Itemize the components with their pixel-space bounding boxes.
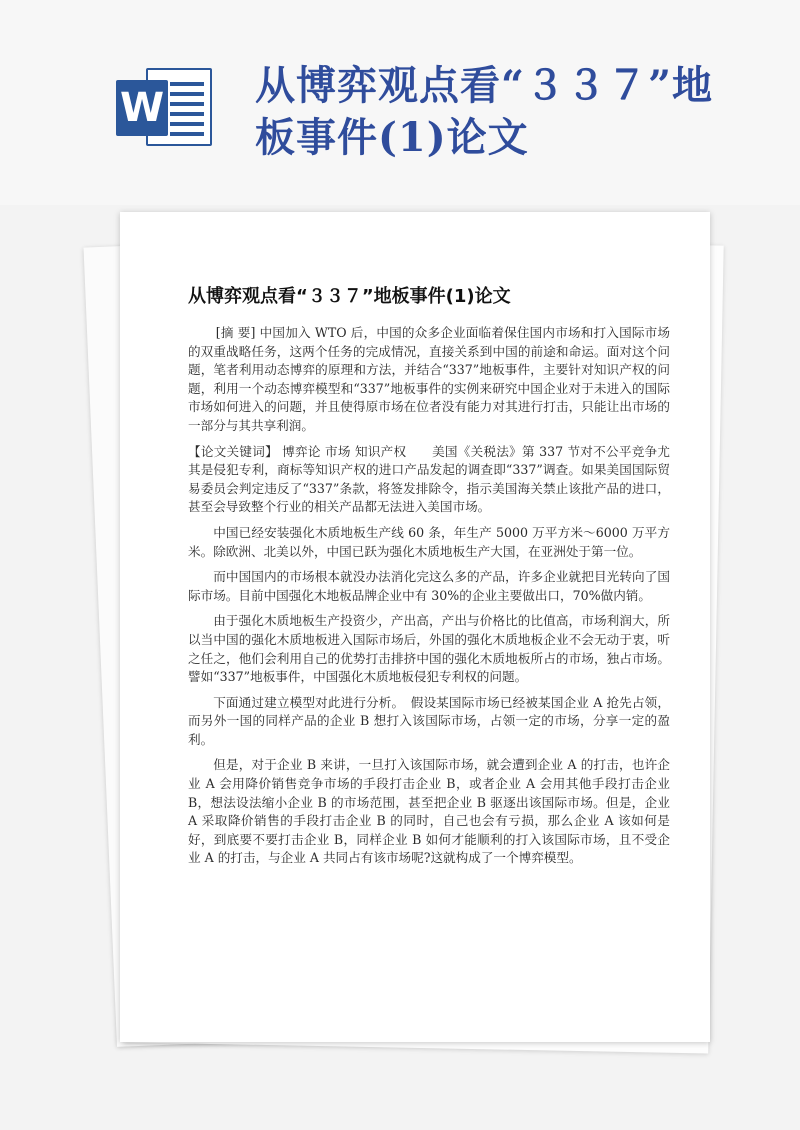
header-banner [0, 0, 800, 205]
body-paragraph: 而中国国内的市场根本就没办法消化完这么多的产品，许多企业就把目光转向了国际市场。目前中国强化木地板品牌企业中有 30%的企业主要做出口，70%做内销。 [188, 569, 670, 603]
document-title: 从博弈观点看“３３７”地板事件(1)论文 [188, 286, 511, 307]
body-paragraph: 由于强化木质地板生产投资少，产出高，产出与价格比的比值高，市场利润大，所以当中国的强化木质地板进入国际市场后，外国的强化木质地板企业不会无动于衷，听之任之，他们会利用自己的优势打击排挤中国的强化木质地板所占的市场，独占市场。譬如“337”地板事件，中国强化木质地板侵犯专利权的问题。 [188, 613, 670, 685]
abstract-paragraph: [摘 要] 中国加入 WTO 后，中国的众多企业面临着保住国内市场和打入国际市场的双重战略任务，这两个任务的完成情况，直接关系到中国的前途和命运。面对这个问题，笔者利用动态博弈的原理和方法，并结合“337”地板事件，主要针对知识产权的问题，利用一个动态博弈模型和“337”地板事件的实例来研究中国企业对于未进入的国际市场如何进入的问题，并且使得原市场在位者没有能力对其进行打击，只能让出市场的一部分与其共享利润。 [188, 325, 670, 433]
body-paragraph: 但是，对于企业 B 来讲，一旦打入该国际市场，就会遭到企业 A 的打击，也许企业 A 会用降价销售竞争市场的手段打击企业 B，或者企业 A 会用其他手段打击企业 B，想法设法缩小企业 B 的市场范围，甚至把企业 B 驱逐出该国际市场。但是，企业 A 采取降价销售的手段打击企业 B 的同时，自己也会有亏损，那么企业 A 该如何是好，到底要不要打击企业 B，同样企业 B 如何才能顺利的打入该国际市场，且不受企业 A 的打击，与企业 A 共同占有该市场呢?这就构成了一个博弈模型。 [188, 757, 670, 866]
page-title: 从博弈观点看“３３７”地板事件(1)论文 [255, 62, 714, 161]
word-badge: W [116, 80, 168, 136]
body-paragraph: 中国已经安装强化木质地板生产线 60 条，年生产 5000 万平方米～6000 万平方米。除欧洲、北美以外，中国已跃为强化木质地板生产大国，在亚洲处于第一位。 [188, 524, 670, 559]
document-page[interactable] [120, 212, 710, 1042]
keywords-paragraph: 【论文关键词】 博弈论 市场 知识产权 美国《关税法》第 337 节对不公平竞争尤其是侵犯专利，商标等知识产权的进口产品发起的调查即“337”调查。如果美国国际贸易委员会判定违反了“337”条款，将签发排除令，指示美国海关禁止该批产品的进口，甚至会导致整个行业的相关产品都无法进入美国市场。 [188, 443, 670, 515]
document-body [188, 324, 670, 875]
word-document-icon [108, 62, 214, 150]
body-paragraph: 下面通过建立模型对此进行分析。 假设某国际市场已经被某国企业 A 抢先占领，而另外一国的同样产品的企业 B 想打入该国际市场，占领一定的市场，分享一定的盈利。 [188, 694, 670, 747]
